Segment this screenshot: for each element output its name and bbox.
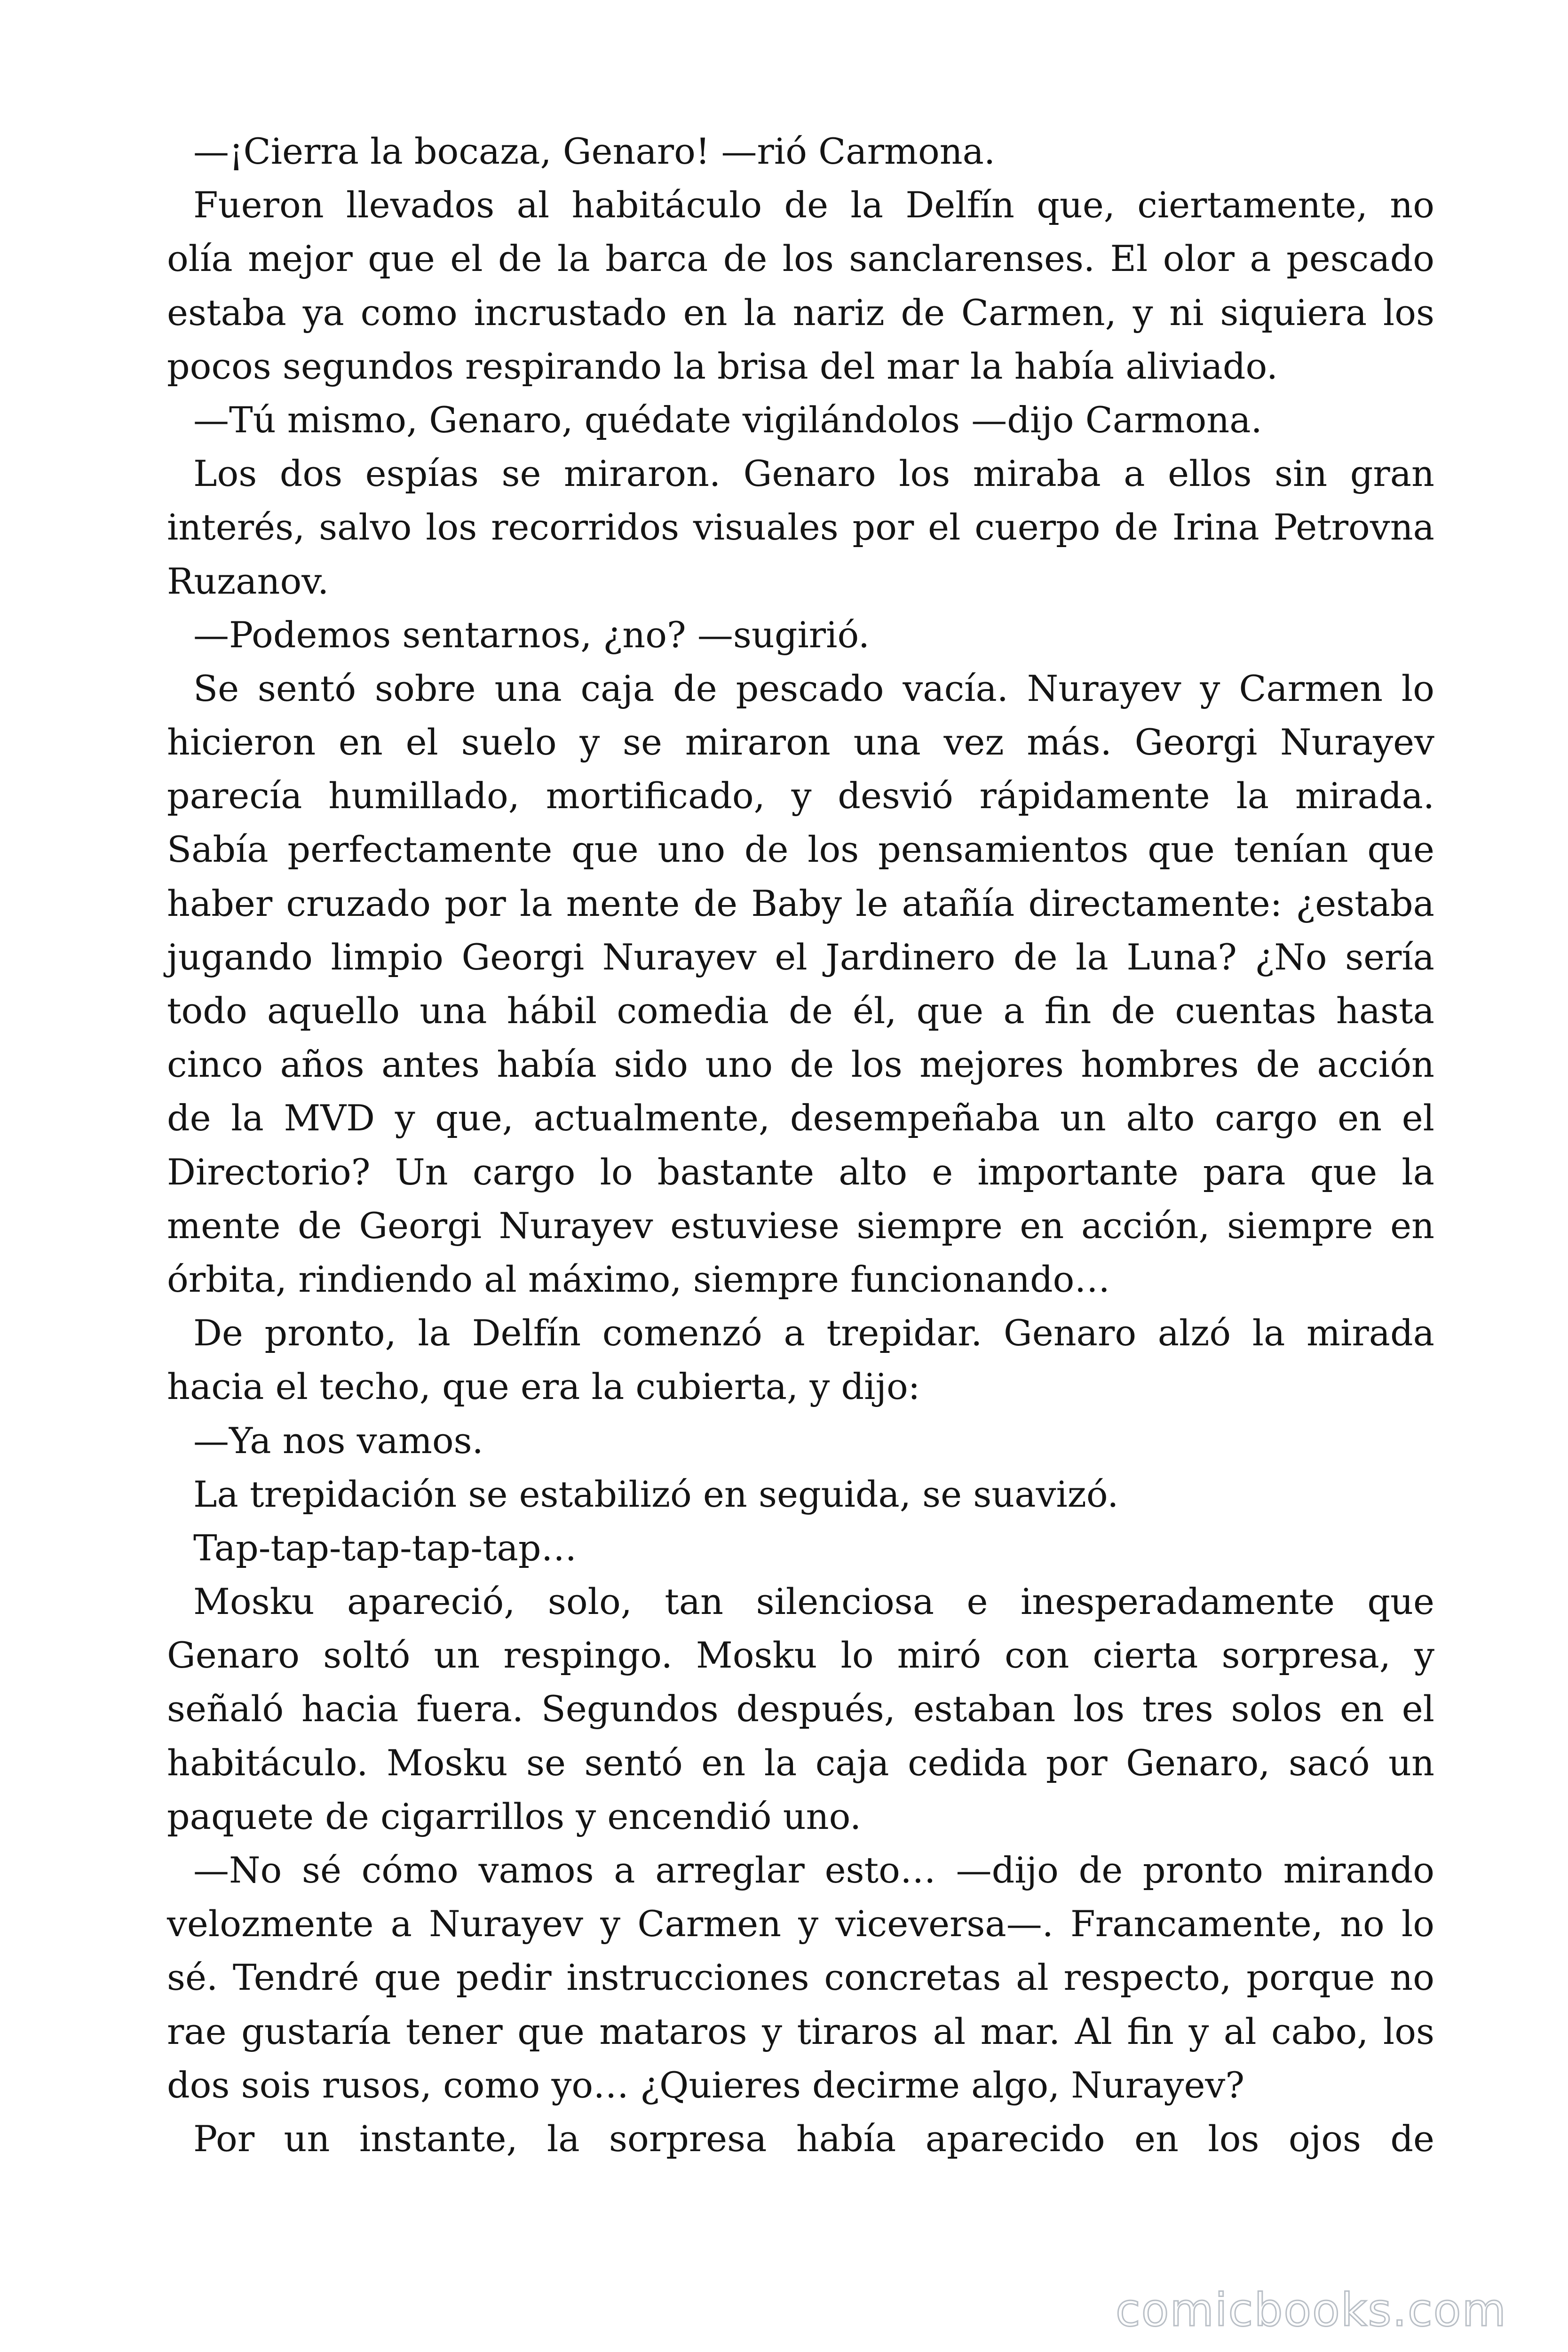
text-line: velozmente a Nurayev y Carmen y viceversa—. Francamente, no lo <box>167 1903 1434 1945</box>
text-line: dos sois rusos, como yo… ¿Quieres decirme algo, Nurayev? <box>167 2064 1245 2106</box>
text-line: Directorio? Un cargo lo bastante alto e importante para que la <box>167 1151 1434 1193</box>
text-line: mente de Georgi Nurayev estuviese siempre en acción, siempre en <box>167 1204 1434 1247</box>
text-line: De pronto, la Delfín comenzó a trepidar. Genaro alzó la mirada <box>193 1312 1434 1354</box>
paragraph <box>167 178 1434 393</box>
watermark: comicbooks.com <box>1115 2284 1507 2336</box>
text-line: parecía humillado, mortificado, y desvió rápidamente la mirada. <box>167 775 1434 817</box>
text-line: todo aquello una hábil comedia de él, que a fin de cuentas hasta <box>167 990 1434 1032</box>
text-line: Fueron llevados al habitáculo de la Delfín que, ciertamente, no <box>193 184 1434 226</box>
paragraph <box>167 1521 1434 1575</box>
text-line: habitáculo. Mosku se sentó en la caja cedida por Genaro, sacó un <box>167 1741 1434 1784</box>
text-line: —Tú mismo, Genaro, quédate vigilándolos —dijo Carmona. <box>193 398 1262 441</box>
paragraph <box>167 447 1434 608</box>
paragraph <box>167 125 1434 178</box>
paragraph <box>167 393 1434 447</box>
text-line: señaló hacia fuera. Segundos después, estaban los tres solos en el <box>167 1688 1434 1730</box>
text-line: olía mejor que el de la barca de los sanclarenses. El olor a pescado <box>167 238 1434 280</box>
text-line: —¡Cierra la bocaza, Genaro! —rió Carmona. <box>193 130 996 172</box>
text-line: Se sentó sobre una caja de pescado vacía. Nurayev y Carmen lo <box>193 667 1434 709</box>
paragraph <box>167 608 1434 662</box>
text-line: jugando limpio Georgi Nurayev el Jardinero de la Luna? ¿No sería <box>167 936 1434 978</box>
text-line: pocos segundos respirando la brisa del mar la había aliviado. <box>167 345 1278 387</box>
text-line: rae gustaría tener que mataros y tiraros al mar. Al fin y al cabo, los <box>167 2010 1434 2052</box>
text-line: Ruzanov. <box>167 560 329 602</box>
text-line: Sabía perfectamente que uno de los pensamientos que tenían que <box>167 828 1434 871</box>
text-line: Por un instante, la sorpresa había aparecido en los ojos de <box>193 2117 1434 2160</box>
text-line: de la MVD y que, actualmente, desempeñaba un alto cargo en el <box>167 1097 1434 1139</box>
text-line: interés, salvo los recorridos visuales por el cuerpo de Irina Petrovna <box>167 506 1434 548</box>
text-line: —Ya nos vamos. <box>193 1419 483 1462</box>
text-line: hicieron en el suelo y se miraron una vez más. Georgi Nurayev <box>167 721 1434 763</box>
text-line: La trepidación se estabilizó en seguida, se suavizó. <box>193 1473 1119 1515</box>
paragraph <box>167 662 1434 1306</box>
text-line: Tap-tap-tap-tap-tap… <box>193 1526 577 1569</box>
paragraph <box>167 1843 1434 2112</box>
text-line: —Podemos sentarnos, ¿no? —sugirió. <box>193 613 870 656</box>
text-line: hacia el techo, que era la cubierta, y dijo: <box>167 1366 920 1408</box>
text-line: paquete de cigarrillos y encendió uno. <box>167 1795 862 1837</box>
text-line: cinco años antes había sido uno de los mejores hombres de acción <box>167 1043 1434 1086</box>
text-line: Genaro soltó un respingo. Mosku lo miró con cierta sorpresa, y <box>167 1634 1434 1677</box>
text-line: —No sé cómo vamos a arreglar esto… —dijo de pronto mirando <box>193 1849 1434 1891</box>
paragraph <box>167 1414 1434 1468</box>
body-text <box>167 125 1434 2166</box>
text-line: estaba ya como incrustado en la nariz de Carmen, y ni siquiera los <box>167 291 1434 334</box>
text-line: Mosku apareció, solo, tan silenciosa e inesperadamente que <box>193 1581 1434 1623</box>
paragraph <box>167 1575 1434 1843</box>
text-line: sé. Tendré que pedir instrucciones concretas al respecto, porque no <box>167 1956 1434 1999</box>
paragraph <box>167 1468 1434 1521</box>
text-line: órbita, rindiendo al máximo, siempre funcionando… <box>167 1258 1110 1300</box>
paragraph <box>167 2112 1434 2166</box>
paragraph <box>167 1306 1434 1414</box>
text-line: haber cruzado por la mente de Baby le atañía directamente: ¿estaba <box>167 882 1434 924</box>
text-line: Los dos espías se miraron. Genaro los miraba a ellos sin gran <box>193 453 1434 495</box>
